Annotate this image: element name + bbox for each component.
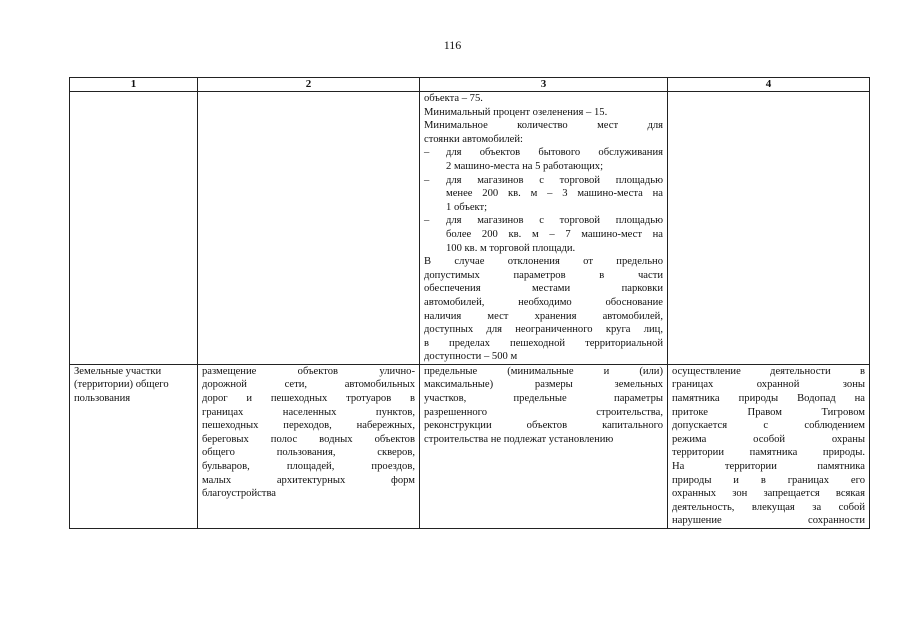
text-line: природы и в границах его [672,474,865,486]
text-line: пешеходных переходов, набережных, [202,420,415,432]
text-line: Минимальное количество мест для [424,120,663,132]
text-line: 1 объект; [446,201,488,213]
bullet-dash: – [424,147,430,159]
text-line: 2 машино-места на 5 работающих; [446,160,604,172]
text-line: На территории памятника [672,461,865,473]
text-line: осуществление деятельности в [672,365,865,377]
row2-col1-cell [70,364,198,528]
text-line: охранных зон запрещается всякая [672,488,865,500]
header-col-4: 4 [668,78,870,92]
text-line: для объектов бытового обслуживания [446,147,663,159]
header-col-1: 1 [70,78,198,92]
text-line: реконструкции объектов капитального [424,420,663,432]
text-line: границах населенных пунктов, [202,406,415,418]
text-line: нарушение сохранности [672,515,865,527]
bullet-dash: – [424,215,430,227]
row2-col4-cell [668,364,870,528]
text-line: бульваров, площадей, проездов, [202,461,415,473]
text-line: благоустройства [202,488,277,500]
document-table [69,77,870,529]
row1-col2-cell [198,92,420,365]
text-line: Земельные участки [74,365,162,377]
list-item [424,146,663,173]
row1-col1-cell [70,92,198,365]
text-line: Минимальный процент озеленения – 15. [424,106,608,118]
text-line: общего пользования, скверов, [202,447,415,459]
text-line: территории памятника природы. [672,447,865,459]
text-line: участков, предельные параметры [424,393,663,405]
text-line: пользования [74,393,131,405]
text-line: границах охранной зоны [672,379,865,391]
text-line: обеспечения местами парковки [424,283,663,295]
table-header-row [70,78,870,92]
text-line: притоке Правом Тигровом [672,406,865,418]
text-line: малых архитектурных форм [202,474,415,486]
text-line: доступности – 500 м [424,351,518,363]
text-line: режима особой охраны [672,433,865,445]
text-line: памятника природы Водопад на [672,393,865,405]
text-line: более 200 кв. м – 7 машино-мест на [446,228,663,240]
text-line: дорог и пешеходных тротуаров в [202,393,415,405]
row2-col2-cell [198,364,420,528]
header-col-2: 2 [198,78,420,92]
row1-col3-cell [420,92,668,365]
list-item [424,214,663,255]
text-line: строительства не подлежат установлению [424,433,614,445]
table-row [70,364,870,528]
text-line: (территории) общего [74,379,169,391]
list-item [424,174,663,215]
text-line: стоянки автомобилей: [424,133,523,145]
text-line: предельные (минимальные и (или) [424,365,663,377]
table-row [70,92,870,365]
text-line: доступных для неограниченного круга лиц, [424,324,663,336]
text-line: для магазинов с торговой площадью [446,174,663,186]
text-line: деятельность, влекущая за собой [672,501,865,513]
text-line: В случае отклонения от предельно [424,256,663,268]
text-line: береговых полос водных объектов [202,433,415,445]
text-line: максимальные) размеры земельных [424,379,663,391]
text-line: объекта – 75. [424,93,483,104]
text-line: допустимых параметров в части [424,269,663,281]
page-number: 116 [443,38,462,52]
bullet-dash: – [424,174,430,186]
text-line: менее 200 кв. м – 3 машино-места на [446,188,663,200]
text-line: автомобилей, необходимо обоснование [424,296,663,308]
row2-col3-cell [420,364,668,528]
text-line: 100 кв. м торговой площади. [446,242,576,254]
text-line: размещение объектов улично- [202,365,415,377]
text-line: для магазинов с торговой площадью [446,215,663,227]
text-line: разрешенного строительства, [424,406,663,418]
row1-col4-cell [668,92,870,365]
text-line: в пределах пешеходной территориальной [424,337,663,349]
header-col-3: 3 [420,78,668,92]
text-line: допускается с соблюдением [672,420,865,432]
text-line: наличия мест хранения автомобилей, [424,310,663,322]
text-line: дорожной сети, автомобильных [202,379,415,391]
